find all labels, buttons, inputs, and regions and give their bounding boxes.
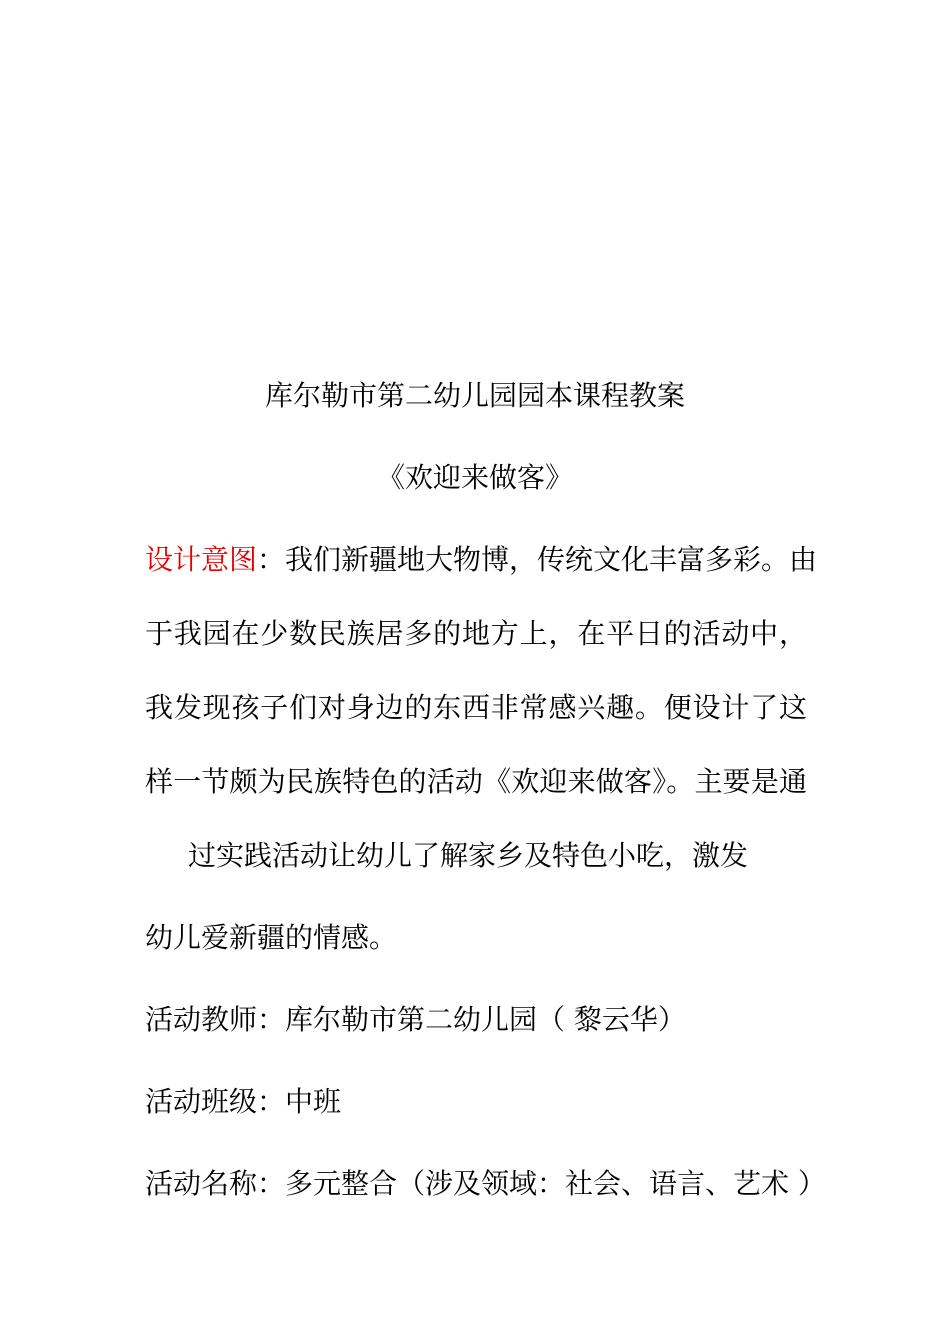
lesson-subtitle: 《欢迎来做客》 (376, 461, 573, 494)
intent-label: 设计意图 (145, 543, 258, 576)
intent-line-5: 过实践活动让幼儿了解家乡及特色小吃，激发 (188, 839, 749, 872)
intent-colon: ： (257, 543, 286, 576)
activity-teacher: 活动教师：库尔勒市第二幼儿园（ 黎云华） (145, 1003, 686, 1036)
activity-class: 活动班级：中班 (145, 1085, 342, 1118)
intent-line-2: 于我园在少数民族居多的地方上，在平日的活动中， (145, 617, 807, 650)
intent-line-4: 样一节颇为民族特色的活动《欢迎来做客》。主要是通 (145, 765, 807, 798)
intent-line-3: 我发现孩子们对身边的东西非常感兴趣。便设计了这 (145, 691, 807, 724)
intent-line-6: 幼儿爱新疆的情感。 (145, 921, 398, 954)
intent-text-1: 我们新疆地大物博，传统文化丰富多彩。由 (285, 543, 818, 576)
activity-name: 活动名称：多元整合（涉及领域：社会、语言、艺术 ） (145, 1167, 826, 1200)
page-title: 库尔勒市第二幼儿园园本课程教案 (264, 379, 685, 412)
intent-line-1 (145, 540, 818, 580)
